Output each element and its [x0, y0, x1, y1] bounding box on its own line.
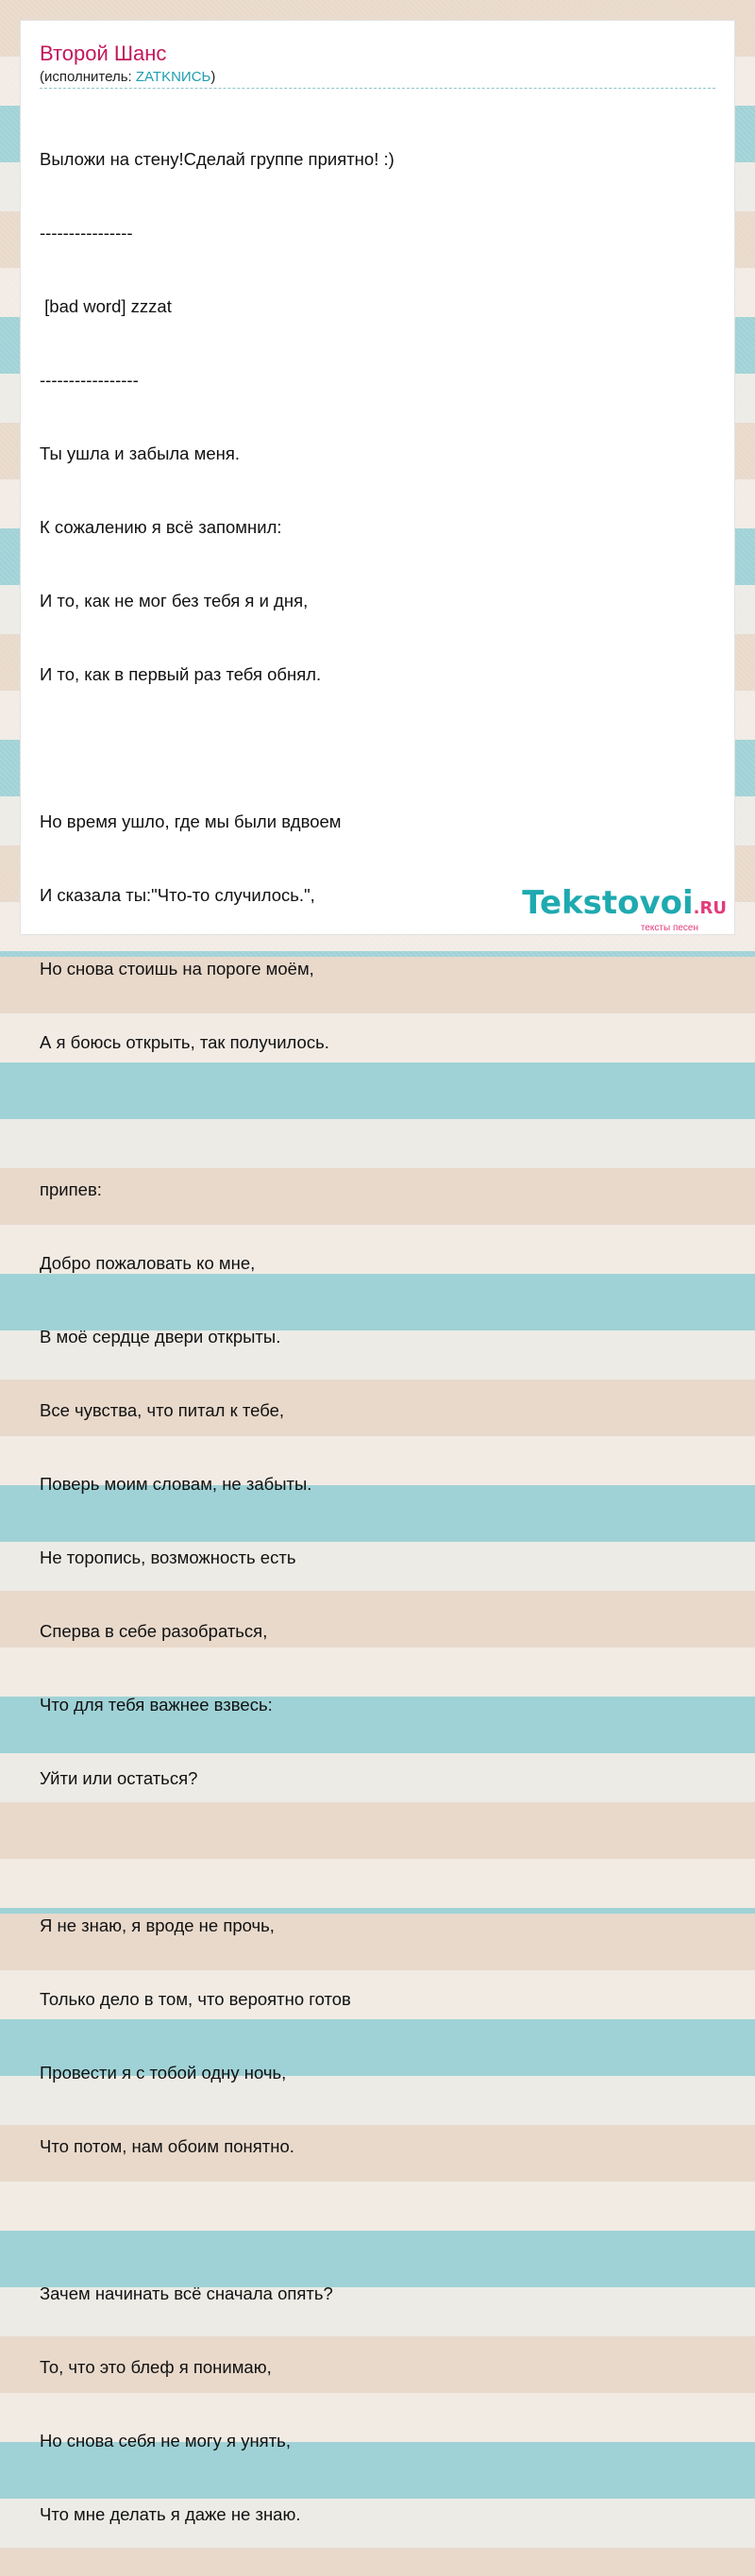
title-divider [40, 88, 715, 89]
lyrics-line: Все чувства, что питал к тебе, [40, 1400, 285, 1420]
lyrics-line [40, 736, 700, 761]
lyrics-line: припев: [40, 1179, 102, 1199]
lyrics-line: А я боюсь открыть, так получилось. [40, 1032, 329, 1052]
lyrics-line: И то, как не мог без тебя я и дня, [40, 591, 309, 611]
lyrics-line: К сожалению я всё запомнил: [40, 517, 282, 537]
lyrics-line: Добро пожаловать ко мне, [40, 1253, 256, 1273]
lyrics-text [40, 98, 700, 2576]
lyrics-line: Что потом, нам обоим понятно. [40, 2136, 294, 2156]
lyrics-line: Ты ушла и забыла меня. [40, 443, 240, 463]
lyrics-line: [bad word] zzzat [40, 296, 172, 316]
lyrics-line: Провести я с тобой одну ночь, [40, 2063, 287, 2083]
site-logo[interactable] [522, 884, 727, 934]
artist-prefix: (исполнитель: [40, 69, 136, 85]
lyrics-line: И сказала ты:"Что-то случилось.", [40, 885, 315, 905]
lyrics-line: То, что это блеф я понимаю, [40, 2357, 272, 2377]
artist-suffix: ) [210, 69, 216, 85]
lyrics-line: ----------------- [40, 370, 139, 390]
lyrics-line: Что мне делать я даже не знаю. [40, 2504, 301, 2524]
lyrics-line: Но снова себя не могу я унять, [40, 2431, 291, 2451]
lyrics-line: Но снова стоишь на пороге моём, [40, 959, 314, 979]
lyrics-line: Поверь моим словам, не забыты. [40, 1474, 312, 1494]
lyrics-line: Сперва в себе разобраться, [40, 1621, 268, 1641]
lyrics-line [40, 1840, 700, 1865]
artist-line [40, 69, 215, 86]
logo-tagline: тексты песен [640, 923, 698, 933]
lyrics-line: ---------------- [40, 223, 133, 243]
lyrics-line: Только дело в том, что вероятно готов [40, 1989, 351, 2009]
lyrics-line: Зачем начинать всё сначала опять? [40, 2283, 333, 2303]
lyrics-line [40, 2208, 700, 2233]
logo-tld: .RU [693, 898, 727, 918]
lyrics-line: Выложи на стену!Сделай группе приятно! :) [40, 149, 394, 169]
lyrics-card [21, 21, 734, 2524]
lyrics-line: Я не знаю, я вроде не прочь, [40, 1915, 275, 1935]
lyrics-line: И то, как в первый раз тебя обнял. [40, 664, 322, 684]
lyrics-line [40, 1104, 700, 1129]
lyrics-line: Но время ушло, где мы были вдвоем [40, 811, 342, 831]
artist-link[interactable]: ZATKNИСЬ [135, 69, 211, 85]
logo-wordmark [522, 884, 727, 925]
lyrics-line: Что для тебя важнее взвесь: [40, 1695, 273, 1715]
lyrics-line: В моё сердце двери открыты. [40, 1327, 281, 1347]
lyrics-line: Уйти или остаться? [40, 1768, 198, 1788]
logo-name: Tekstovoi [522, 884, 694, 922]
song-title: Второй Шанс [40, 42, 167, 65]
lyrics-line: Не торопись, возможность есть [40, 1547, 296, 1567]
